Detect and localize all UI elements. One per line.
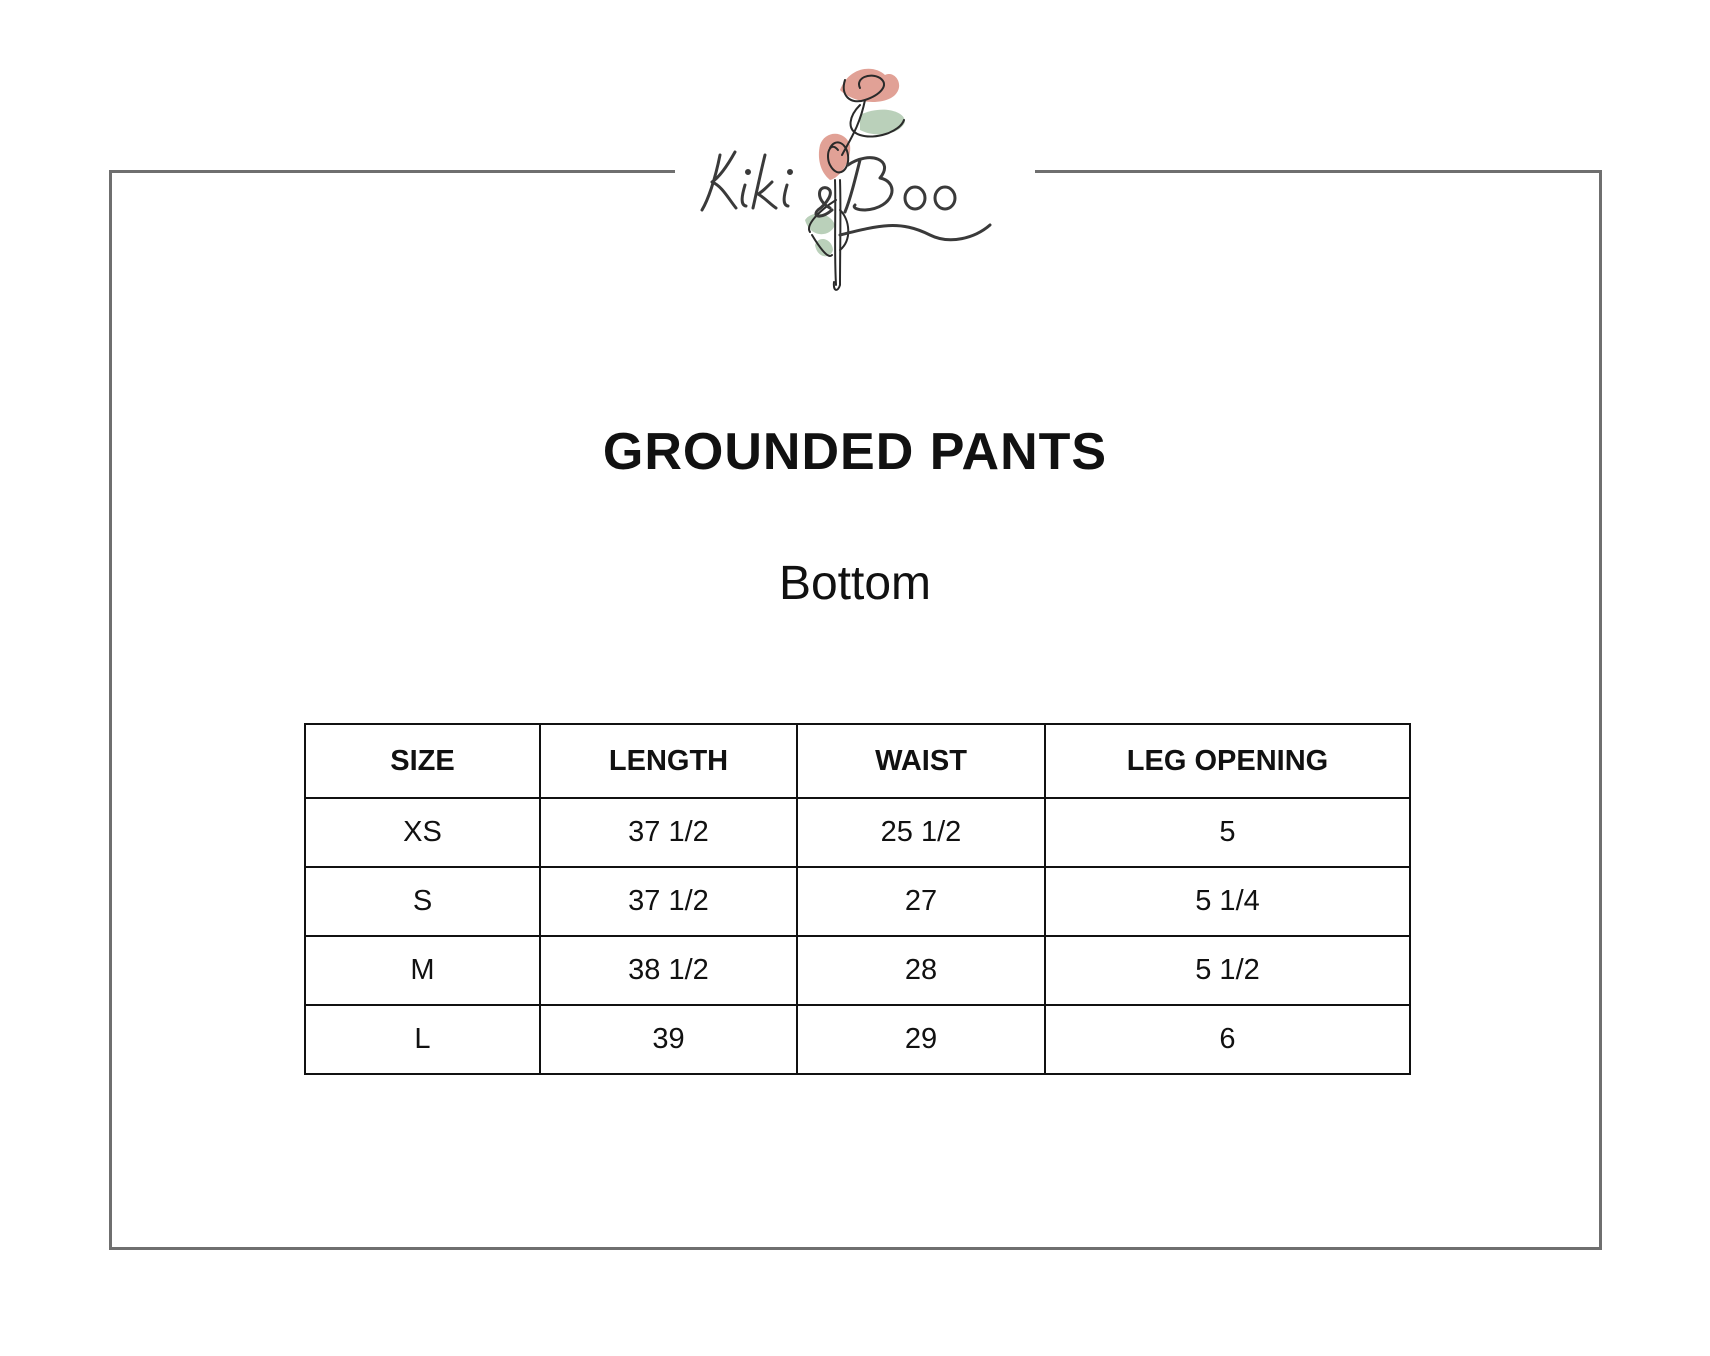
page-subtitle: Bottom xyxy=(778,557,932,610)
cell-length: 39 xyxy=(540,1005,797,1074)
cell-size: S xyxy=(305,867,540,936)
header-leg-opening: LEG OPENING xyxy=(1045,724,1410,798)
cell-waist: 27 xyxy=(797,867,1045,936)
page-frame xyxy=(109,170,1602,1250)
cell-waist: 29 xyxy=(797,1005,1045,1074)
brand-logo xyxy=(690,60,1030,310)
cell-leg-opening: 6 xyxy=(1045,1005,1410,1074)
cell-length: 37 1/2 xyxy=(540,867,797,936)
table-row xyxy=(305,936,1410,1005)
cell-size: M xyxy=(305,936,540,1005)
cell-leg-opening: 5 xyxy=(1045,798,1410,867)
page-title: GROUNDED PANTS xyxy=(602,423,1108,481)
cell-waist: 28 xyxy=(797,936,1045,1005)
rose-logo-icon xyxy=(690,60,1030,310)
header-waist: WAIST xyxy=(797,724,1045,798)
table-row xyxy=(305,867,1410,936)
table-row xyxy=(305,798,1410,867)
header-length: LENGTH xyxy=(540,724,797,798)
cell-leg-opening: 5 1/2 xyxy=(1045,936,1410,1005)
cell-length: 38 1/2 xyxy=(540,936,797,1005)
cell-length: 37 1/2 xyxy=(540,798,797,867)
cell-waist: 25 1/2 xyxy=(797,798,1045,867)
table-row xyxy=(305,1005,1410,1074)
cell-leg-opening: 5 1/4 xyxy=(1045,867,1410,936)
header-size: SIZE xyxy=(305,724,540,798)
size-chart-table xyxy=(304,723,1411,1075)
cell-size: L xyxy=(305,1005,540,1074)
table-header-row xyxy=(305,724,1410,798)
cell-size: XS xyxy=(305,798,540,867)
